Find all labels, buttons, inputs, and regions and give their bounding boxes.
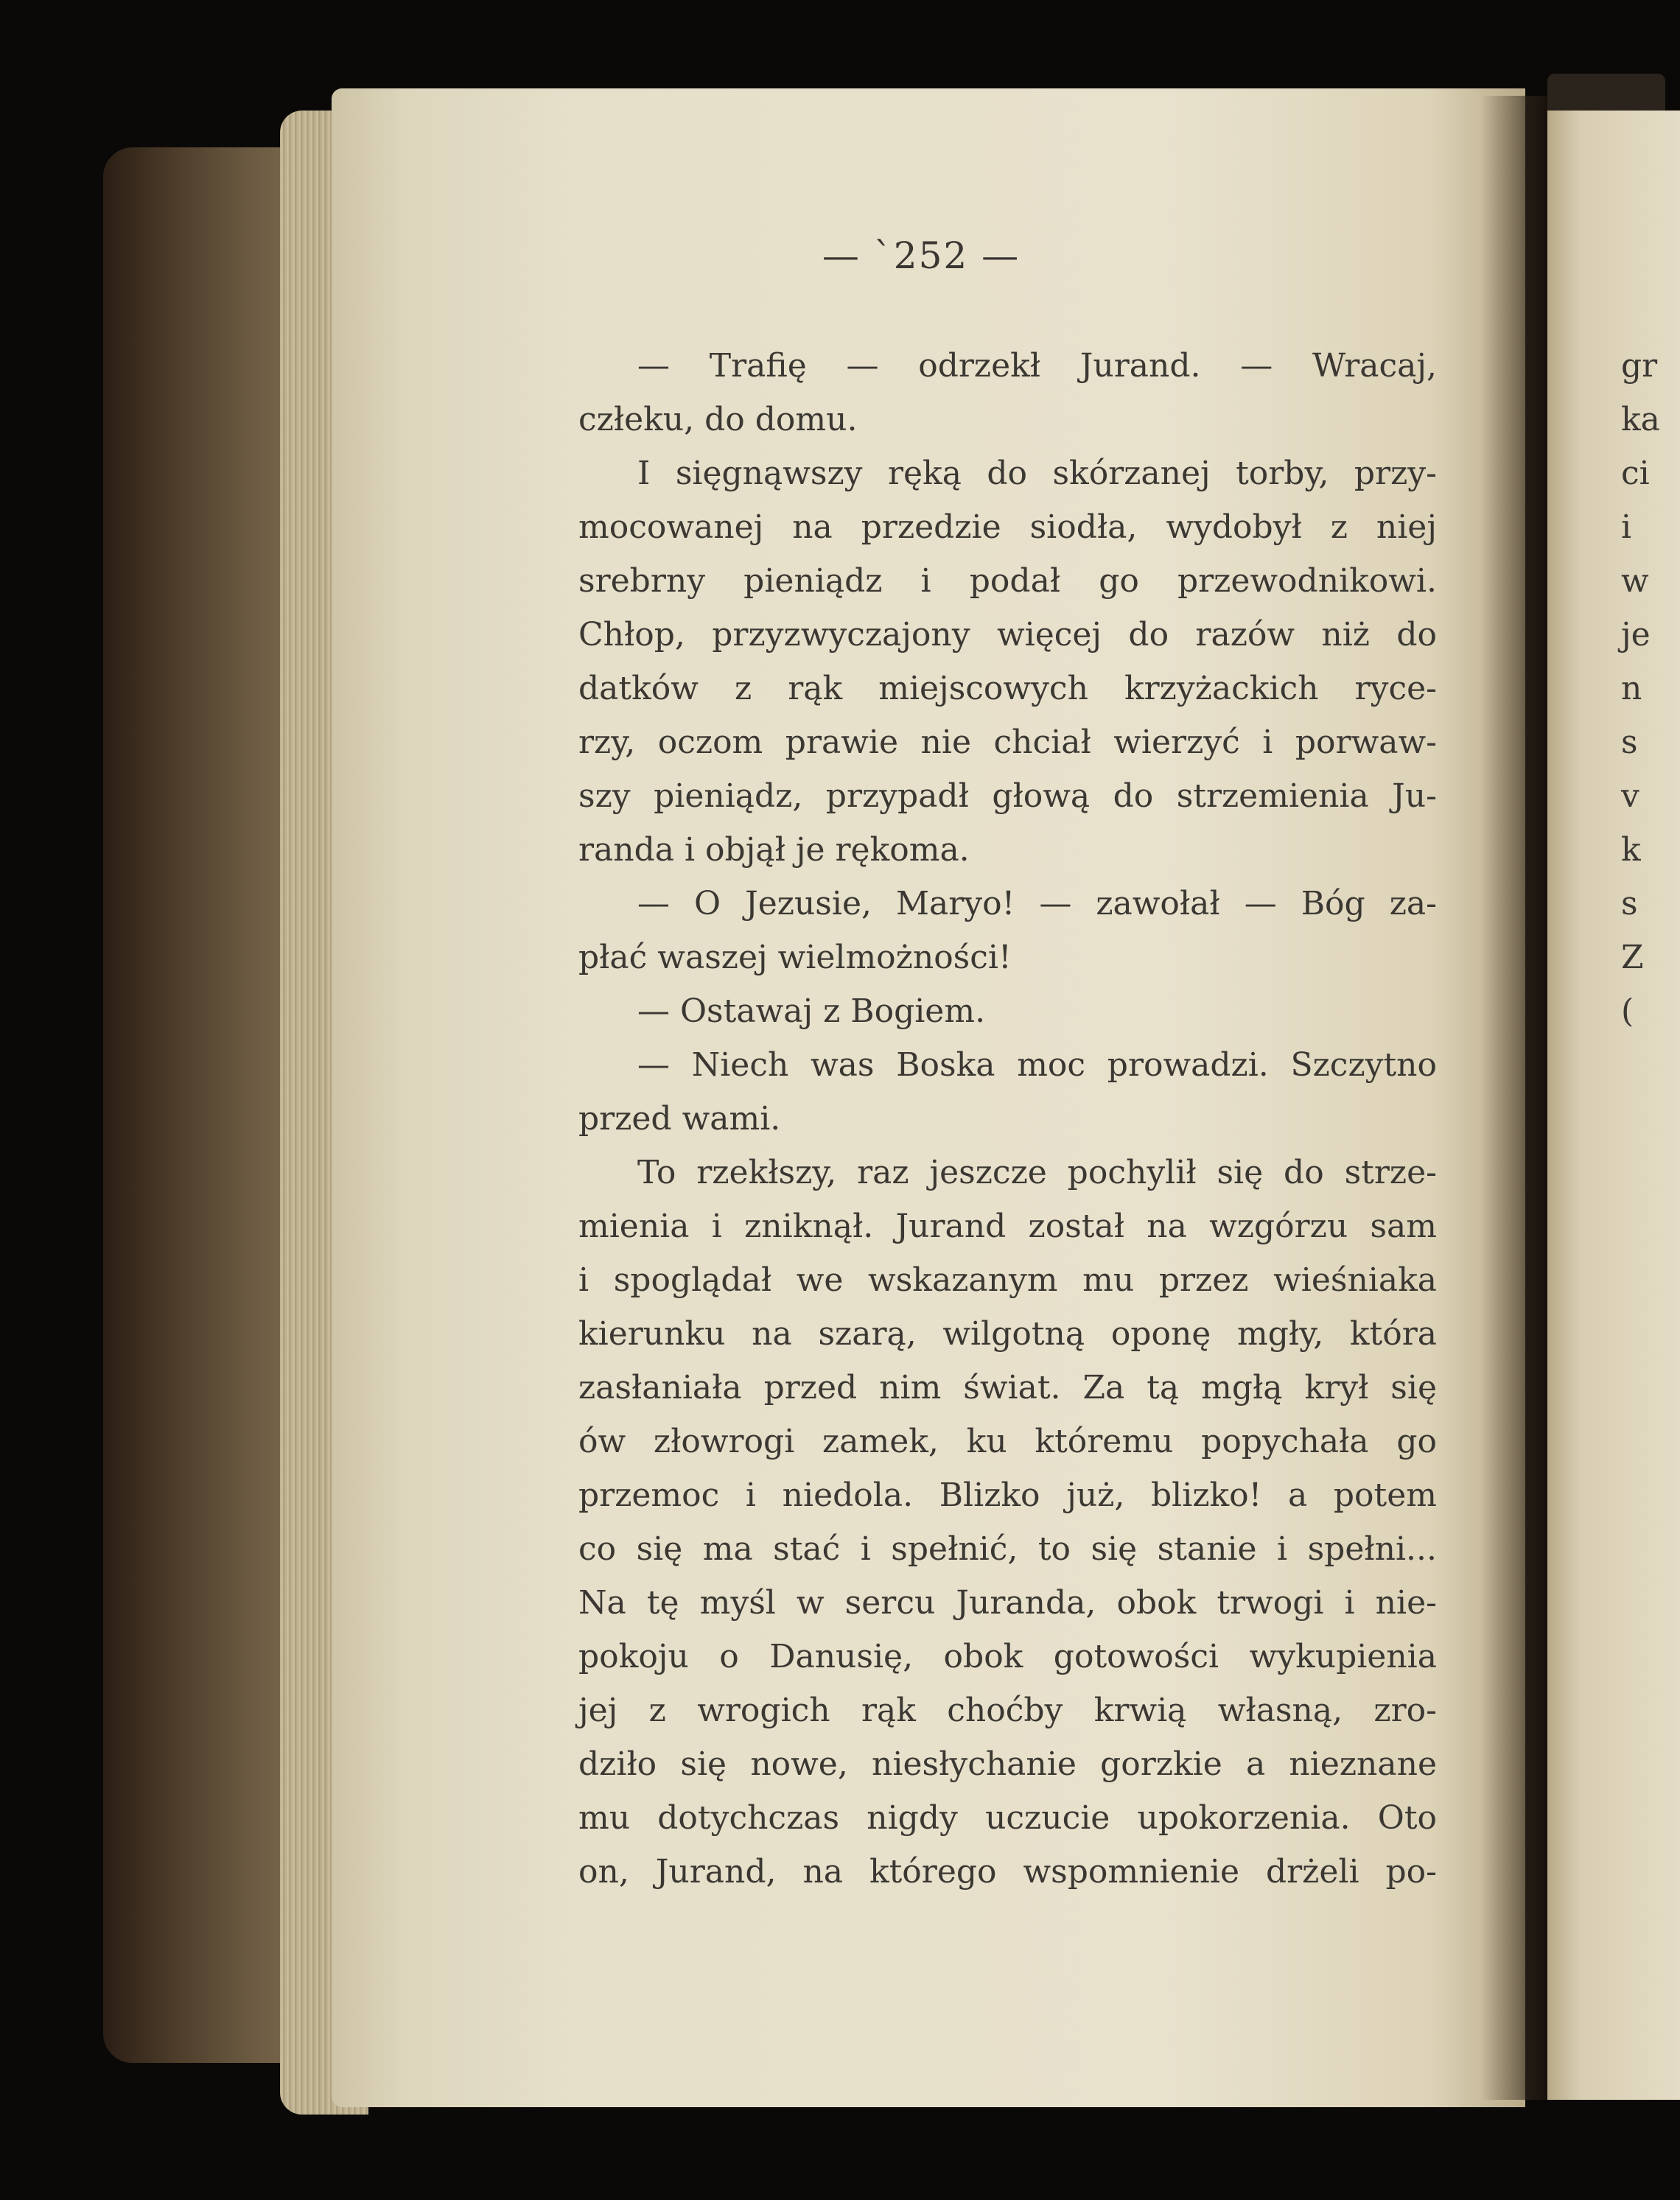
text-line: płać waszej wielmożności!: [578, 939, 1012, 976]
right-page-fragment: s: [1621, 724, 1638, 761]
text-line: — Trafię — odrzekł Jurand. — Wracaj,: [637, 347, 1437, 385]
text-line: — O Jezusie, Maryo! — zawołał — Bóg za-: [637, 885, 1437, 922]
right-page-fragment: k: [1621, 831, 1641, 869]
text-line: mu dotychczas nigdy uczucie upokorzenia. Oto: [578, 1799, 1437, 1837]
right-page: [1547, 111, 1680, 2100]
text-line: datków z rąk miejscowych krzyżackich ryce-: [578, 670, 1437, 707]
right-page-fragment: v: [1621, 777, 1639, 815]
text-line: Chłop, przyzwyczajony więcej do razów niż do: [578, 616, 1437, 654]
right-page-fragment: i: [1621, 508, 1632, 546]
text-line: i spoglądał we wskazanym mu przez wieśniaka: [578, 1261, 1437, 1299]
page-number: — `252 —: [822, 234, 1021, 277]
text-line: — Ostawaj z Bogiem.: [637, 992, 986, 1030]
text-line: jej z wrogich rąk choćby krwią własną, zro-: [578, 1692, 1437, 1729]
text-line: srebrny pieniądz i podał go przewodnikowi.: [578, 562, 1437, 600]
text-line: szy pieniądz, przypadł głową do strzemienia Ju-: [578, 777, 1437, 815]
text-line: przed wami.: [578, 1100, 781, 1138]
right-page-fragment: ka: [1621, 401, 1660, 438]
right-page-text-fragments: [1621, 339, 1660, 1038]
right-page-fragment: ci: [1621, 455, 1650, 492]
right-page-fragment: Z: [1621, 939, 1644, 976]
right-page-fragment: (: [1621, 992, 1634, 1030]
text-line: rzy, oczom prawie nie chciał wierzyć i porwaw-: [578, 724, 1437, 761]
right-page-fragment: w: [1621, 562, 1649, 600]
right-page-fragment: gr: [1621, 347, 1658, 385]
text-line: on, Jurand, na którego wspomnienie drżeli po-: [578, 1853, 1437, 1891]
text-line: Na tę myśl w sercu Juranda, obok trwogi i nie-: [578, 1584, 1437, 1622]
text-line: przemoc i niedola. Blizko już, blizko! a potem: [578, 1476, 1437, 1514]
text-line: człeku, do domu.: [578, 401, 858, 438]
text-line: mocowanej na przedzie siodła, wydobył z niej: [578, 508, 1437, 546]
gutter-shadow: [1481, 96, 1547, 2100]
text-line: I sięgnąwszy ręką do skórzanej torby, przy-: [637, 455, 1437, 492]
text-line: pokoju o Danusię, obok gotowości wykupienia: [578, 1638, 1437, 1675]
text-line: To rzekłszy, raz jeszcze pochylił się do strze-: [637, 1154, 1437, 1191]
text-line: co się ma stać i spełnić, to się stanie i spełni...: [578, 1530, 1437, 1568]
text-line: dziło się nowe, niesłychanie gorzkie a nieznane: [578, 1745, 1437, 1783]
text-line: mienia i zniknął. Jurand został na wzgórzu sam: [578, 1208, 1437, 1245]
right-page-fragment: n: [1621, 670, 1642, 707]
text-line: — Niech was Boska moc prowadzi. Szczytno: [637, 1046, 1437, 1084]
text-line: kierunku na szarą, wilgotną oponę mgły, która: [578, 1315, 1437, 1353]
text-line: randa i objął je rękoma.: [578, 831, 970, 869]
right-page-fragment: je: [1621, 616, 1651, 654]
page-text: [578, 339, 1437, 1899]
text-line: ów złowrogi zamek, ku któremu popychała go: [578, 1423, 1437, 1460]
text-line: zasłaniała przed nim świat. Za tą mgłą krył się: [578, 1369, 1437, 1406]
right-page-fragment: s: [1621, 885, 1638, 922]
